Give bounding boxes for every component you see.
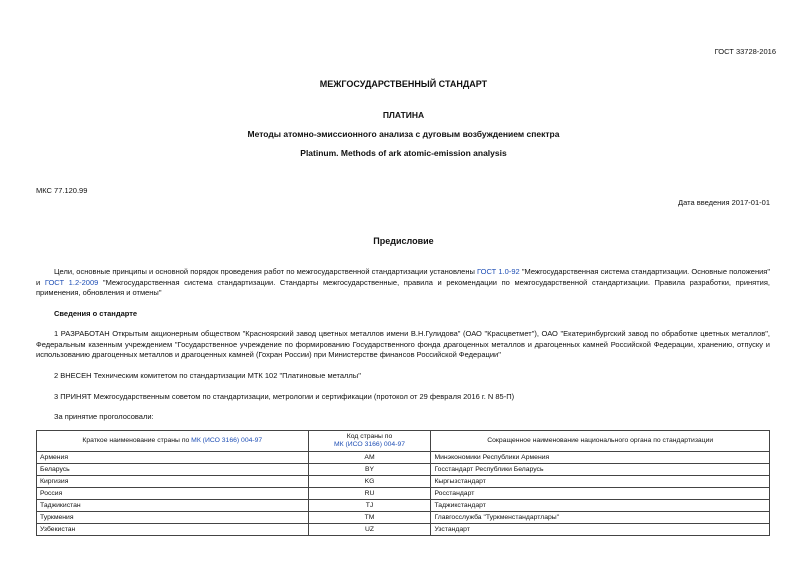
country-cell: Россия — [37, 488, 309, 500]
code-cell: UZ — [308, 524, 431, 536]
body-cell: Таджикстандарт — [431, 500, 770, 512]
code-cell: AM — [308, 452, 431, 464]
document-title-en: Platinum. Methods of ark atomic-emission analysis — [300, 148, 507, 158]
country-cell: Узбекистан — [37, 524, 309, 536]
code-cell: BY — [308, 464, 431, 476]
country-cell: Таджикистан — [37, 500, 309, 512]
table-row — [37, 512, 770, 524]
preface-text-3: "Межгосударственная система стандартизации. Стандарты межгосударственные, правила и рекомендации по межгосударственной стандартизации. Правила разработки, принятия, применения, обновления и отмены" — [36, 277, 770, 297]
document-title-ru: Методы атомно-эмиссионного анализа с дуговым возбуждением спектра — [247, 129, 560, 139]
preface-text-1: Цели, основные принципы и основной порядок проведения работ по межгосударственной стандартизации установлены — [54, 267, 478, 276]
standard-info-heading: Сведения о стандарте — [54, 309, 138, 318]
header-country — [37, 431, 309, 452]
preface-heading: Предисловие — [373, 236, 434, 246]
mk-iso-3166-code-link[interactable]: МК (ИСО 3166) 004-97 — [334, 441, 406, 448]
code-cell: RU — [308, 488, 431, 500]
code-cell: TJ — [308, 500, 431, 512]
standard-type: МЕЖГОСУДАРСТВЕННЫЙ СТАНДАРТ — [319, 79, 488, 89]
info-item-2: 2 ВНЕСЕН Техническим комитетом по стандартизации МТК 102 "Платиновые металлы" — [54, 371, 361, 380]
preface-paragraph — [36, 267, 770, 299]
gost-1-0-92-link[interactable]: ГОСТ 1.0-92 — [477, 267, 520, 276]
country-cell: Армения — [37, 452, 309, 464]
body-cell: Минэкономики Республики Армения — [431, 452, 770, 464]
info-item-1: 1 РАЗРАБОТАН Открытым акционерным обществом "Красноярский завод цветных металлов имени В.Н.Гулидова" (ОАО "Красцветмет"), ОАО "Екатеринбургский завод по обработке цветных металлов", Федеральным казенным учреждением "Государственное учреждение по формированию Государственного фонда драгоценных металлов и драгоценных камней Российской Федерации, хранению, отпуску и использованию драгоценных металлов и драгоценных камней (Гохран России) при Министерстве финансов Российской Федерации" — [36, 329, 770, 359]
gost-1-2-2009-link[interactable]: ГОСТ 1.2-2009 — [44, 277, 99, 287]
body-cell: Главгосслужба "Туркменстандартлары" — [431, 512, 770, 524]
mks-code: МКС 77.120.99 — [36, 186, 88, 195]
country-cell: Беларусь — [37, 464, 309, 476]
country-cell: Киргизия — [37, 476, 309, 488]
body-cell: Росстандарт — [431, 488, 770, 500]
table-header-row — [37, 431, 770, 452]
document-subject: ПЛАТИНА — [382, 110, 425, 120]
header-code — [308, 431, 431, 452]
voting-table — [36, 430, 770, 536]
code-cell: TM — [308, 512, 431, 524]
introduction-date: Дата введения 2017-01-01 — [678, 198, 770, 207]
body-cell: Кыргызстандарт — [431, 476, 770, 488]
body-cell: Узстандарт — [431, 524, 770, 536]
code-cell: KG — [308, 476, 431, 488]
document-number: ГОСТ 33728-2016 — [714, 47, 776, 56]
preface-text-2: "Межгосударственная система стандартизации. Основные положения" и — [36, 267, 771, 287]
table-row — [37, 476, 770, 488]
table-row — [37, 464, 770, 476]
table-row — [37, 452, 770, 464]
header-body: Сокращенное наименование национального органа по стандартизации — [431, 431, 770, 452]
header-country-text: Краткое наименование страны по — [82, 437, 192, 444]
table-row — [37, 488, 770, 500]
body-cell: Госстандарт Республики Беларусь — [431, 464, 770, 476]
table-row — [37, 500, 770, 512]
table-row — [37, 524, 770, 536]
mk-iso-3166-link[interactable]: МК (ИСО 3166) 004-97 — [191, 437, 263, 444]
info-item-3: 3 ПРИНЯТ Межгосударственным советом по стандартизации, метрологии и сертификации (протокол от 29 февраля 2016 г. N 85-П) — [54, 392, 515, 401]
country-cell: Туркмения — [37, 512, 309, 524]
header-code-text: Код страны по — [346, 433, 393, 440]
voted-label: За принятие проголосовали: — [54, 412, 154, 421]
